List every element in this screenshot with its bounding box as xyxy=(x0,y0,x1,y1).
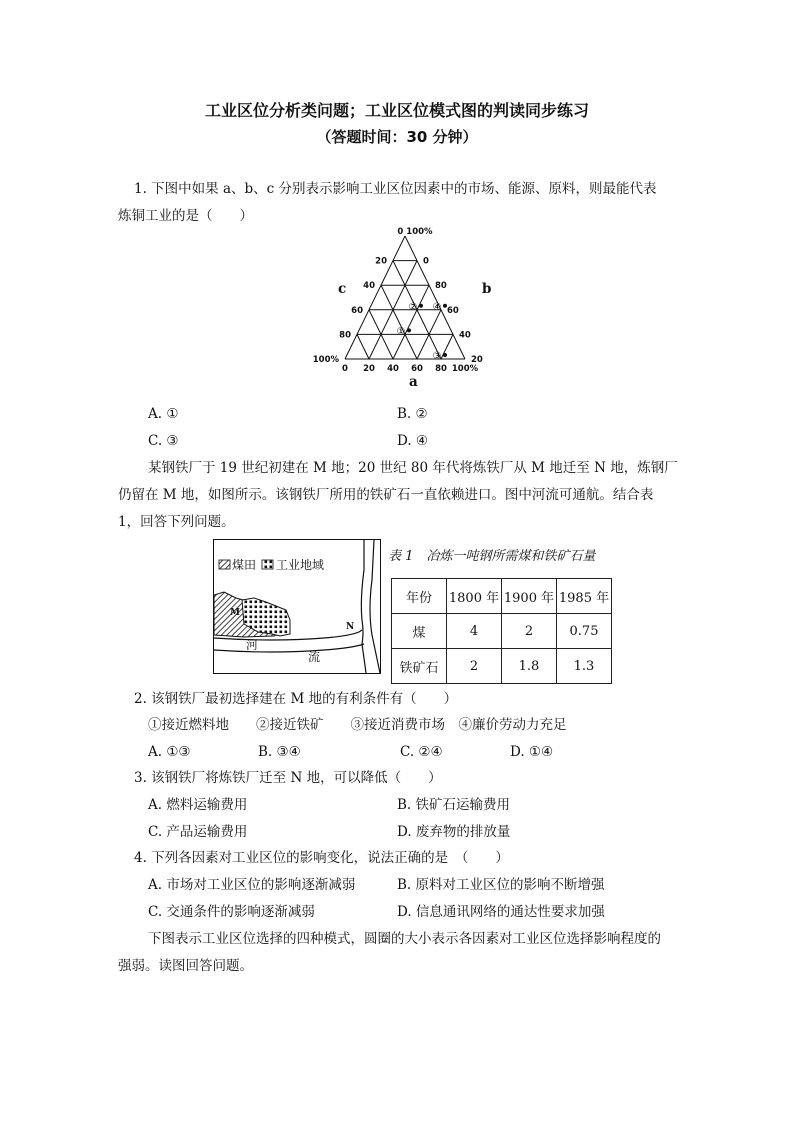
triangle-point-label: ① xyxy=(396,326,406,338)
q4-option-b: B. 原料对工业区位的影响不断增强 xyxy=(397,877,605,893)
q1-option-b: B. ② xyxy=(397,406,428,422)
q2-items: ①接近燃料地 ②接近铁矿 ③接近消费市场 ④廉价劳动力充足 xyxy=(148,717,567,733)
q2-option-a: A. ①③ xyxy=(148,744,191,760)
coal-legend-swatch xyxy=(219,560,230,569)
industry-legend-swatch xyxy=(262,560,273,569)
bottom-axis-tick: 60 xyxy=(411,364,423,374)
triangle-grid-line xyxy=(357,334,369,359)
triangle-point xyxy=(419,304,423,308)
right-axis-tick: 80 xyxy=(435,281,447,292)
table1-header-cell: 1985 年 xyxy=(557,579,612,614)
table-row xyxy=(392,649,612,684)
triangle-top-label: 0 100% xyxy=(397,227,433,237)
triangle-grid-line xyxy=(381,285,417,359)
q2-option-b: B. ③④ xyxy=(258,744,301,760)
passage1-line3: 1，回答下列问题。 xyxy=(118,514,235,530)
q2-option-c: C. ②④ xyxy=(400,744,443,760)
table1-cell: 4 xyxy=(447,614,502,649)
q2-stem: 2. 该钢铁厂最初选择建在 M 地的有利条件有（ ） xyxy=(134,691,458,707)
bottom-axis-tick: 0 xyxy=(342,364,348,374)
triangle-point-label: ③ xyxy=(432,351,442,362)
ternary-diagram xyxy=(300,224,510,389)
q4-option-d: D. 信息通讯网络的通达性要求加强 xyxy=(397,904,605,920)
q1-option-d: D. ④ xyxy=(397,433,429,449)
triangle-point xyxy=(407,328,411,332)
triangle-point-label: ② xyxy=(408,301,418,313)
passage1-line2: 仍留在 M 地，如图所示。该钢铁厂所用的铁矿石一直依赖进口。图中河流可通航。结合表 xyxy=(118,487,654,503)
triangle-point-label: ④ xyxy=(432,301,442,313)
q4-stem: 4. 下列各因素对工业区位的影响变化，说法正确的是 （ ） xyxy=(134,850,509,866)
left-axis-tick: 80 xyxy=(339,330,351,341)
triangle-edge-right xyxy=(405,236,465,359)
table1 xyxy=(391,578,612,684)
q3-option-c: C. 产品运输费用 xyxy=(148,824,248,840)
q4-option-a: A. 市场对工业区位的影响逐渐减弱 xyxy=(148,877,356,893)
right-axis-tick: 60 xyxy=(447,305,459,316)
table1-header-cell: 年份 xyxy=(392,579,447,614)
triangle-point xyxy=(443,304,447,308)
q4-option-c: C. 交通条件的影响逐渐减弱 xyxy=(148,904,315,920)
bottom-axis-tick: 20 xyxy=(363,364,375,374)
page-subtitle: （答题时间：30 分钟） xyxy=(316,128,478,146)
bottom-axis-tick: 40 xyxy=(387,364,399,374)
q3-option-b: B. 铁矿石运输费用 xyxy=(397,797,511,813)
q3-stem: 3. 该钢铁厂将炼铁厂迁至 N 地，可以降低（ ） xyxy=(134,770,442,786)
right-axis-tick: 40 xyxy=(459,330,471,341)
table1-cell: 煤 xyxy=(392,614,447,649)
q3-option-d: D. 废弃物的排放量 xyxy=(397,824,511,840)
table1-cell: 1.8 xyxy=(502,649,557,684)
table1-caption: 表 1 冶炼一吨钢所需煤和铁矿石量 xyxy=(388,549,596,564)
table1-cell: 铁矿石 xyxy=(392,649,447,684)
triangle-point xyxy=(443,353,447,357)
left-axis-tick: 60 xyxy=(351,305,363,316)
river-label-1: 河 xyxy=(246,638,259,652)
legend-industry-label: 工业地域 xyxy=(276,558,325,572)
q2-option-d: D. ①④ xyxy=(510,744,554,760)
triangle-grid-line xyxy=(393,285,429,359)
passage2-line1: 下图表示工业区位选择的四种模式，圆圈的大小表示各因素对工业区位选择影响程度的 xyxy=(148,931,661,947)
table1-cell: 2 xyxy=(447,649,502,684)
q3-option-a: A. 燃料运输费用 xyxy=(148,797,248,813)
table1-cell: 1.3 xyxy=(557,649,612,684)
passage2-line2: 强弱。读图回答问题。 xyxy=(118,958,253,974)
triangle-axis-label-b: b xyxy=(482,281,492,297)
page-title: 工业区位分析类问题；工业区位模式图的判读同步练习 xyxy=(204,101,589,120)
q1-option-a: A. ① xyxy=(148,406,179,422)
q1-option-c: C. ③ xyxy=(148,433,179,449)
q1-stem-line1: 1. 下图中如果 a、b、c 分别表示影响工业区位因素中的市场、能源、原料，则最能代表 xyxy=(134,181,657,197)
table1-header-cell: 1900 年 xyxy=(502,579,557,614)
left-axis-tick: 40 xyxy=(363,281,375,292)
triangle-grid-line xyxy=(441,334,453,359)
table-row xyxy=(392,614,612,649)
map-label-n: N xyxy=(346,622,355,632)
bottom-axis-tick: 80 xyxy=(435,364,447,374)
bottom-axis-tick: 100% xyxy=(451,364,479,374)
map-label-m: M xyxy=(230,608,240,618)
legend-coal-label: 煤田 xyxy=(232,558,257,572)
passage1-line1: 某钢铁厂于 19 世纪初建在 M 地；20 世纪 80 年代将炼铁厂从 M 地迁至 N 地，炼钢厂 xyxy=(148,460,678,476)
table1-cell: 0.75 xyxy=(557,614,612,649)
table1-header-row xyxy=(392,579,612,614)
location-map xyxy=(213,539,381,674)
table1-cell: 2 xyxy=(502,614,557,649)
left-axis-tick: 20 xyxy=(375,256,387,267)
triangle-axis-label-c: c xyxy=(338,281,347,297)
river-label-2: 流 xyxy=(308,650,321,664)
q1-stem-line2: 炼铜工业的是（ ） xyxy=(118,208,253,224)
left-axis-tick: 100% xyxy=(312,355,339,365)
right-axis-tick: 0 xyxy=(423,256,429,267)
table1-header-cell: 1800 年 xyxy=(447,579,502,614)
triangle-axis-label-a: a xyxy=(409,374,418,390)
triangle-edge-left xyxy=(345,236,405,359)
right-axis-tick: 20 xyxy=(471,355,483,365)
